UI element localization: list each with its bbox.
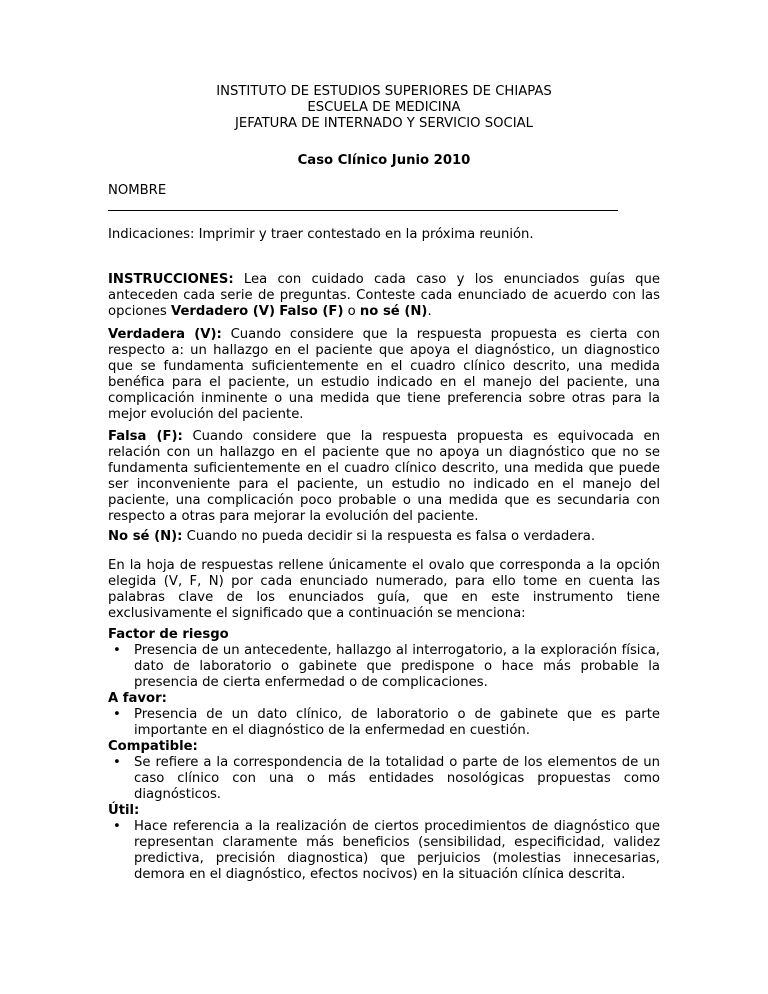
name-field-line[interactable] xyxy=(108,198,618,211)
falsa-label: Falsa (F): xyxy=(108,429,183,444)
bullet-icon: • xyxy=(113,819,121,834)
falsa-paragraph xyxy=(108,429,660,525)
nose-text: Cuando no pueda decidir si la respuesta es falsa o verdadera. xyxy=(182,529,596,544)
definitions-list xyxy=(108,627,660,883)
definition-term: Útil: xyxy=(108,803,140,818)
falsa-text: Cuando considere que la respuesta propuesta es equivocada en relación con un hallazgo en el paciente que no apoya un diagnóstico que no se fundamenta suficientemente en el cuadro clínico descrito, una medida que puede ser inconveniente para el paciente, un estudio no indicado en el manejo del paciente, una complicación poco probable o una medida que es secundaria con respecto a otras para mejorar la evolución del paciente. xyxy=(108,429,660,524)
definition-item xyxy=(108,755,660,803)
nose-label: No sé (N): xyxy=(108,529,183,544)
instrucciones-label: INSTRUCCIONES: xyxy=(108,272,234,287)
header-institute: INSTITUTO DE ESTUDIOS SUPERIORES DE CHIAPAS xyxy=(216,84,552,99)
definition-term: A favor: xyxy=(108,691,167,706)
definition-item xyxy=(108,819,660,883)
institution-header xyxy=(108,84,660,132)
page-title: Caso Clínico Junio 2010 xyxy=(297,153,471,168)
bullet-icon: • xyxy=(113,755,121,770)
definition-text: Hace referencia a la realización de ciertos procedimientos de diagnóstico que representan claramente más beneficios (sensibilidad, especificidad, validez predictiva, precisión diagnostica) que perjuicios (molestias innecesarias, demora en el diagnóstico, efectos nocivos) en la situación clínica descrita. xyxy=(134,819,660,882)
indicaciones-text: Indicaciones: Imprimir y traer contestado en la próxima reunión. xyxy=(108,227,534,242)
option-nose: no sé (N) xyxy=(359,304,428,319)
definition-term: Factor de riesgo xyxy=(108,627,229,642)
instrucciones-text: Lea con cuidado cada caso y los enunciados guías que anteceden cada serie de preguntas. Conteste cada enunciado de acuerdo con las opciones xyxy=(108,272,660,319)
definition-text: Presencia de un antecedente, hallazgo al interrogatorio, a la exploración física, dato de laboratorio o gabinete que predispone o hace más probable la presencia de cierta enfermedad o de complicaciones. xyxy=(134,643,660,690)
verdadera-paragraph xyxy=(108,327,660,423)
option-falso: Falso (F) xyxy=(279,304,344,319)
name-label: NOMBRE xyxy=(108,183,167,198)
instrucciones-paragraph xyxy=(108,272,660,320)
definition-text: Presencia de un dato clínico, de laboratorio o de gabinete que es parte importante en el diagnóstico de la enfermedad en cuestión. xyxy=(134,707,660,738)
definition-item xyxy=(108,643,660,691)
verdadera-label: Verdadera (V): xyxy=(108,327,222,342)
definition-text: Se refiere a la correspondencia de la totalidad o parte de los elementos de un caso clínico con una o más entidades nosológicas propuestas como diagnósticos. xyxy=(134,755,660,802)
period: . xyxy=(427,304,432,319)
bullet-icon: • xyxy=(113,643,121,658)
option-verdadero: Verdadero (V) xyxy=(170,304,276,319)
definition-item xyxy=(108,707,660,739)
header-department: JEFATURA DE INTERNADO Y SERVICIO SOCIAL xyxy=(235,116,533,131)
verdadera-text: Cuando considere que la respuesta propuesta es cierta con respecto a: un hallazgo en el paciente que apoya el diagnóstico, un diagnostico que se fundamenta suficientemente en el cuadro clínico descrito, una medida benéfica para el paciente, un estudio indicado en el manejo del paciente, una complicación inminente o una medida que tiene preferencia sobre otras para la mejor evolución del paciente. xyxy=(108,327,660,422)
bullet-icon: • xyxy=(113,707,121,722)
separator: o xyxy=(343,304,360,319)
definition-term: Compatible: xyxy=(108,739,198,754)
hoja-paragraph: En la hoja de respuestas rellene únicamente el ovalo que corresponda a la opción elegida (V, F, N) por cada enunciado numerado, para ello tome en cuenta las palabras clave de los enunciados guía, que en este instrumento tiene exclusivamente el significado que a continuación se menciona: xyxy=(108,558,660,621)
header-school: ESCUELA DE MEDICINA xyxy=(307,100,461,115)
nose-paragraph xyxy=(108,529,660,545)
